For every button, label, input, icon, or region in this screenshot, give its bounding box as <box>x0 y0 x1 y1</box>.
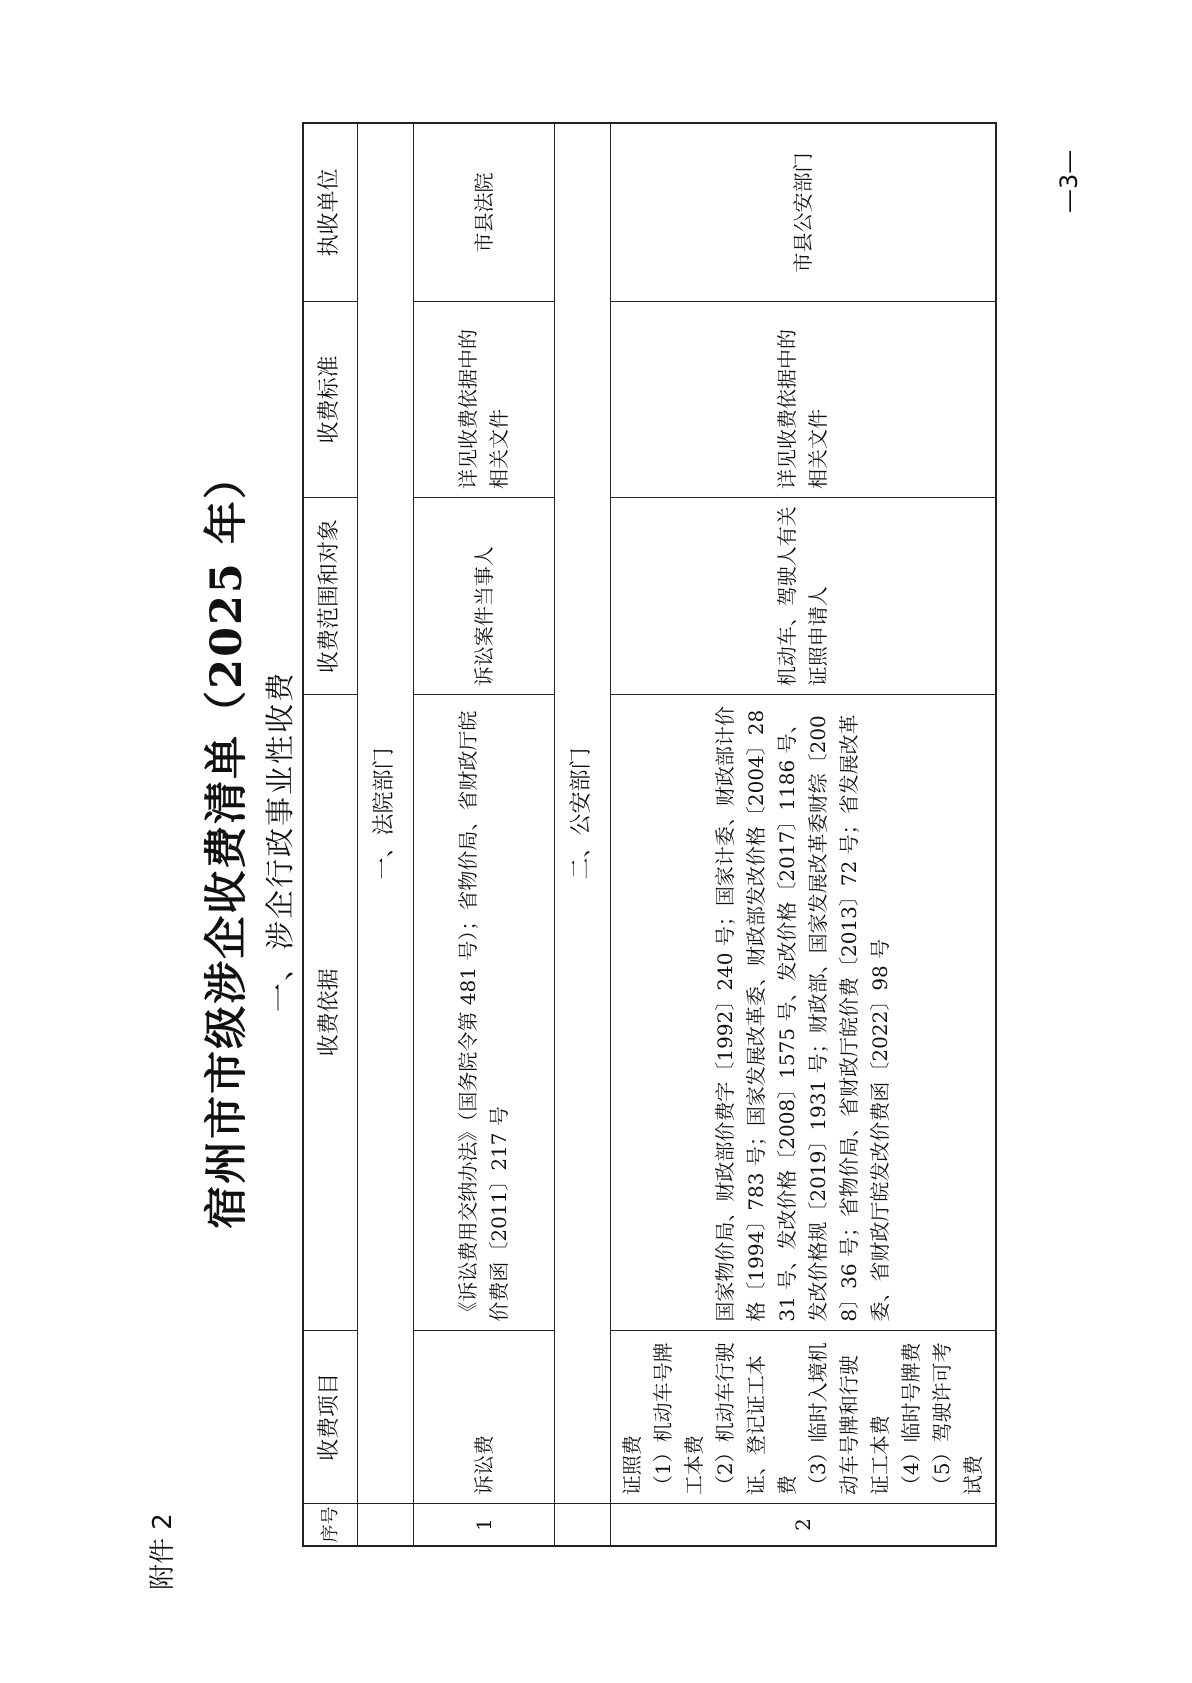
item-line: （4）临时号牌费 <box>899 1342 923 1496</box>
item-line: 证照费 <box>620 1435 644 1496</box>
header-unit: 执收单位 <box>303 123 358 302</box>
header-basis: 收费依据 <box>303 695 358 1330</box>
row-unit: 市县公安部门 <box>611 123 997 302</box>
row-unit: 市县法院 <box>414 123 555 302</box>
table-row <box>611 123 997 1546</box>
header-standard: 收费标准 <box>303 302 358 498</box>
row-scope: 诉讼案件当事人 <box>414 498 555 695</box>
section-row <box>358 123 414 1546</box>
row-standard: 详见收费依据中的相关文件 <box>414 302 555 498</box>
table-row <box>414 123 555 1546</box>
item-line: （5）驾驶许可考试费 <box>930 1342 985 1496</box>
section-title: 二、公安部门 <box>555 123 611 1504</box>
row-item: 诉讼费 <box>414 1330 555 1504</box>
page-number: —3— <box>1055 149 1083 213</box>
item-line: （1）机动车号牌工本费 <box>651 1342 706 1496</box>
section-title: 一、法院部门 <box>358 123 414 1504</box>
header-no: 序号 <box>303 1504 358 1546</box>
table-header-row <box>303 123 358 1546</box>
page-title: 宿州市市级涉企收费清单（2025 年） <box>202 454 252 1229</box>
item-line: （3）临时入境机动车号牌和行驶证工本费 <box>806 1342 892 1496</box>
header-scope: 收费范围和对象 <box>303 498 358 695</box>
fee-table <box>302 122 997 1547</box>
section-row <box>555 123 611 1546</box>
row-scope: 机动车、驾驶人有关证照申请人 <box>611 498 997 695</box>
row-no: 2 <box>611 1504 997 1546</box>
page-subtitle: 一、涉企行政事业性收费 <box>263 671 297 1013</box>
header-item: 收费项目 <box>303 1330 358 1504</box>
row-standard: 详见收费依据中的相关文件 <box>611 302 997 498</box>
row-item <box>611 1330 997 1504</box>
row-no: 1 <box>414 1504 555 1546</box>
row-basis: 《诉讼费用交纳办法》（国务院令第 481 号）；省物价局、省财政厅皖价费函〔2011〕217 号 <box>414 695 555 1330</box>
attachment-label: 附件 2 <box>148 1513 178 1590</box>
item-line: （2）机动车行驶证、登记证工本费 <box>713 1342 799 1496</box>
row-basis: 国家物价局、财政部价费字〔1992〕240 号；国家计委、财政部计价格〔1994〕783 号；国家发展改革委、财政部发改价格〔2004〕2831 号、发改价格〔2008〕1575 号、发改价格〔2017〕1186 号、发改价格规〔2019〕1931 号；财政部、国家发展改革委财综〔2008〕36 号；省物价局、省财政厅皖价费〔2013〕72 号；省发展改革委、省财政厅皖发改价费函〔2022〕98 号 <box>611 695 997 1330</box>
